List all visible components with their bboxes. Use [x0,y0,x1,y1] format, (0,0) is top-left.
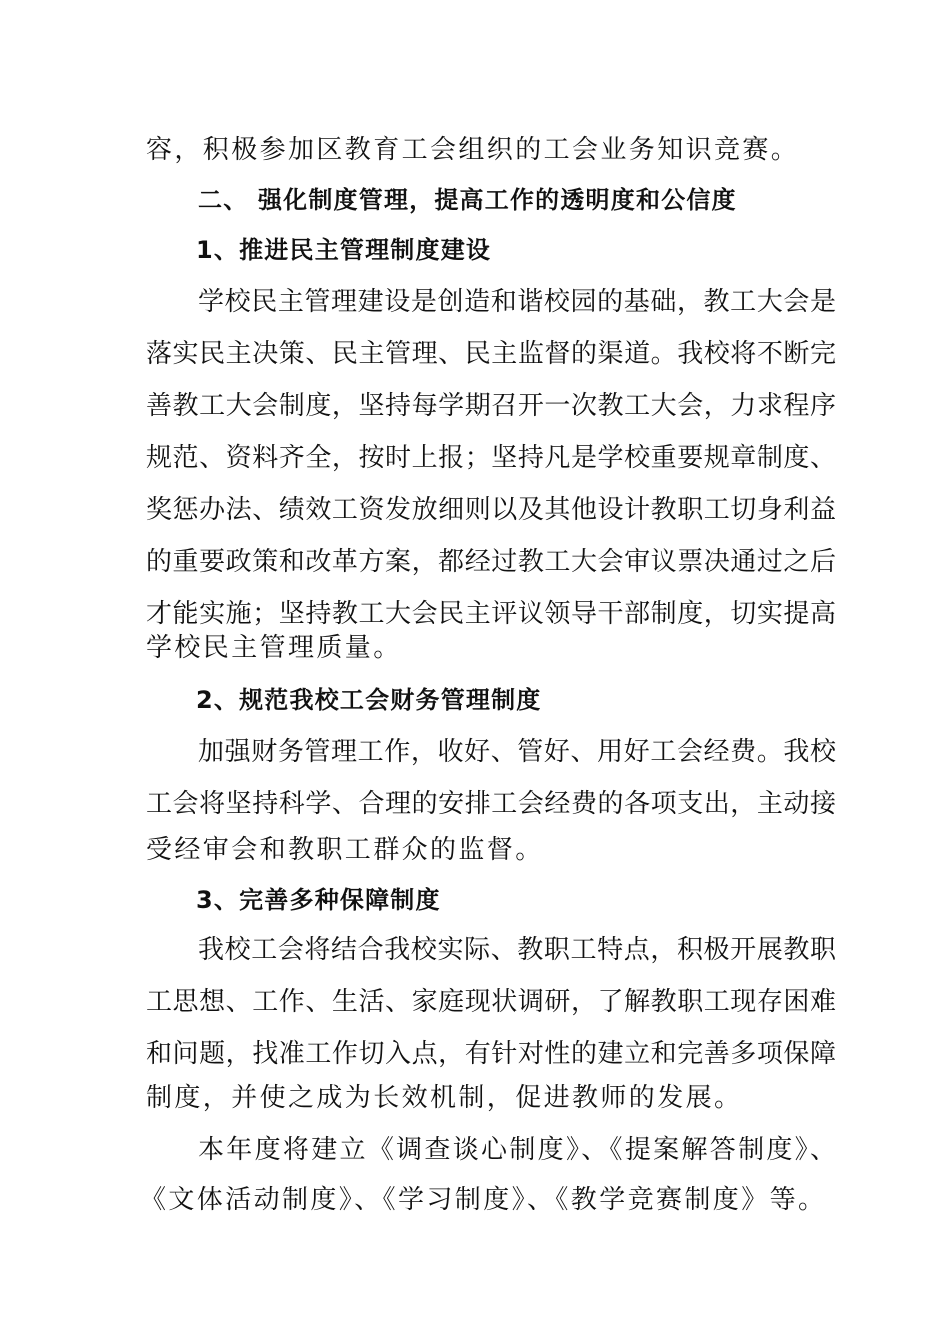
paragraph-line: 我校工会将结合我校实际、教职工特点，积极开展教职 [198,935,836,965]
paragraph-line: 学校民主管理建设是创造和谐校园的基础，教工大会是 [198,287,836,317]
paragraph-line: 本年度将建立《调查谈心制度》、《提案解答制度》、 [198,1135,836,1165]
subsection-heading: 2、规范我校工会财务管理制度 [196,686,542,714]
paragraph-line: 的重要政策和改革方案，都经过教工大会审议票决通过之后 [146,547,836,577]
paragraph-line: 《文体活动制度》、《学习制度》、《教学竞赛制度》等。 [140,1185,827,1215]
paragraph-line: 落实民主决策、民主管理、民主监督的渠道。我校将不断完 [146,339,836,369]
paragraph-line: 学校民主管理质量。 [146,633,402,663]
paragraph-line: 奖惩办法、绩效工资发放细则以及其他设计教职工切身利益 [146,495,836,525]
paragraph-line: 制度，并使之成为长效机制，促进教师的发展。 [146,1083,743,1113]
section-heading: 二、 强化制度管理，提高工作的透明度和公信度 [198,186,737,214]
paragraph-line: 才能实施；坚持教工大会民主评议领导干部制度，切实提高 [146,599,836,629]
subsection-heading: 1、推进民主管理制度建设 [196,236,492,264]
paragraph-line: 和问题，找准工作切入点，有针对性的建立和完善多项保障 [146,1039,836,1069]
paragraph-line: 工思想、工作、生活、家庭现状调研，了解教职工现存困难 [146,987,836,1017]
paragraph-line: 容，积极参加区教育工会组织的工会业务知识竞赛。 [146,135,800,165]
subsection-heading: 3、完善多种保障制度 [196,886,441,914]
paragraph-line: 善教工大会制度，坚持每学期召开一次教工大会，力求程序 [146,391,836,421]
paragraph-line: 工会将坚持科学、合理的安排工会经费的各项支出，主动接 [146,789,836,819]
paragraph-line: 规范、资料齐全，按时上报；坚持凡是学校重要规章制度、 [146,443,836,473]
paragraph-line: 加强财务管理工作，收好、管好、用好工会经费。我校 [198,737,836,767]
paragraph-line: 受经审会和教职工群众的监督。 [146,835,544,865]
